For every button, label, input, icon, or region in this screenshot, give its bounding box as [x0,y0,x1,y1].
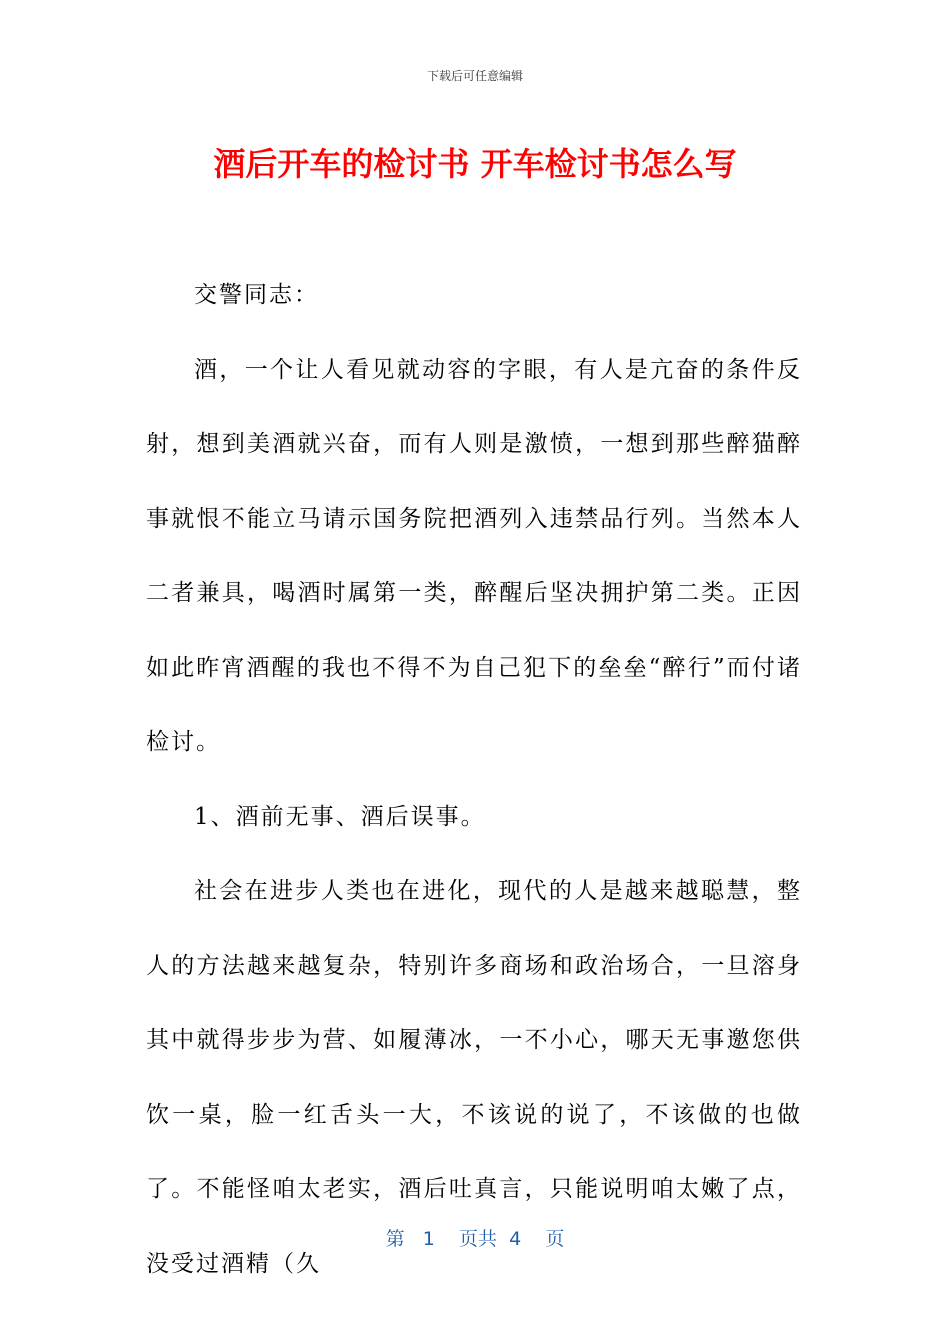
footer-middle: 页共 [459,1228,498,1250]
footer-prefix: 第 [385,1228,405,1250]
footer-total-pages: 4 [509,1228,522,1250]
section-heading-1: 1、酒前无事、酒后误事。 [194,803,486,830]
document-title: 酒后开车的检讨书 开车检讨书怎么写 [213,145,737,183]
document-body [146,258,802,1301]
page-header-note: 下载后可任意编辑 [426,69,523,83]
body-paragraph-1: 酒，一个让人看见就动容的字眼，有人是亢奋的条件反射，想到美酒就兴奋，而有人则是激愤，一想到那些醉猫醉事就恨不能立马请示国务院把酒列入违禁品行列。当然本人二者兼具，喝酒时属第一类，醉醒后坚决拥护第二类。正因如此昨宵酒醒的我也不得不为自己犯下的垒垒“醉行”而付诸检讨。 [146,356,802,755]
footer-suffix: 页 [545,1228,565,1250]
body-paragraph-2: 社会在进步人类也在进化，现代的人是越来越聪慧，整人的方法越来越复杂，特别许多商场和政治场合，一旦溶身其中就得步步为营、如履薄冰，一不小心，哪天无事邀您供饮一桌，脸一红舌头一大，不该说的说了，不该做的也做了。不能怪咱太老实，酒后吐真言，只能说明咱太嫩了点，没受过酒精（久 [146,878,802,1277]
salutation-paragraph: 交警同志： [194,282,319,308]
page-footer [0,1226,950,1252]
footer-current-page: 1 [422,1228,435,1250]
